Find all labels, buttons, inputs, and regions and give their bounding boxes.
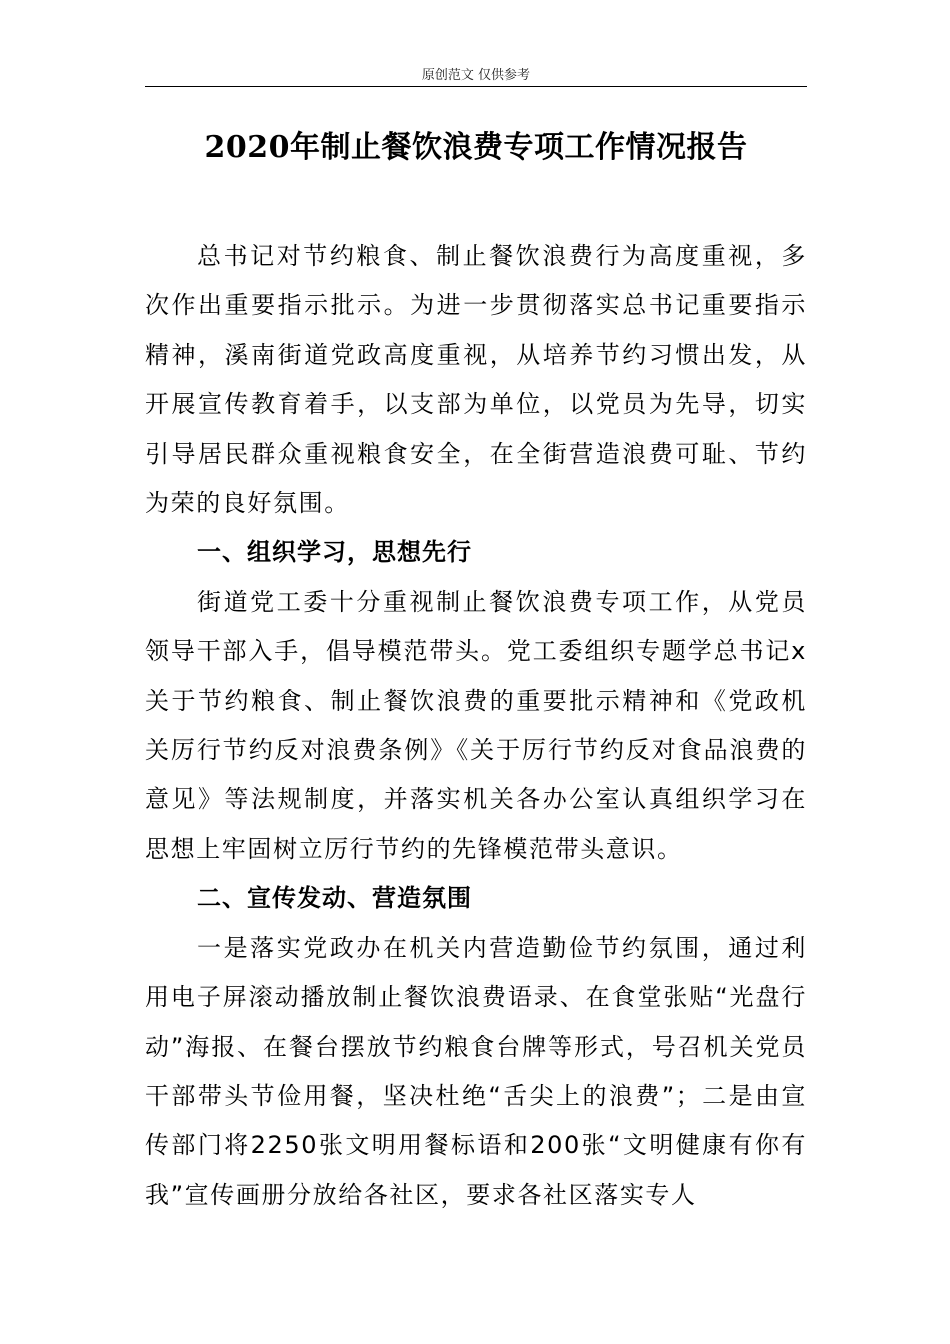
intro-paragraph: 总书记对节约粮食、制止餐饮浪费行为高度重视，多次作出重要指示批示。为进一步贯彻落实总书记重要指示精神，溪南街道党政高度重视，从培养节约习惯出发，从开展宣传教育着手，以支部为单位，以党员为先导，切实引导居民群众重视粮食安全，在全街营造浪费可耻、节约为荣的良好氛围。 [145, 242, 807, 518]
document-title: 2020年制止餐饮浪费专项工作情况报告 [204, 130, 748, 165]
section-2-paragraph: 一是落实党政办在机关内营造勤俭节约氛围，通过利用电子屏滚动播放制止餐饮浪费语录、在食堂张贴“光盘行动”海报、在餐台摆放节约粮食台牌等形式，号召机关党员干部带头节俭用餐，坚决杜绝“舌尖上的浪费”；二是由宣传部门将2250张文明用餐标语和200张“文明健康有你有我”宣传画册分放给各社区，要求各社区落实专人 [145, 933, 807, 1209]
section-1-paragraph: 街道党工委十分重视制止餐饮浪费专项工作，从党员领导干部入手，倡导模范带头。党工委组织专题学总书记x关于节约粮食、制止餐饮浪费的重要批示精神和《党政机关厉行节约反对浪费条例》《关于厉行节约反对食品浪费的意见》等法规制度，并落实机关各办公室认真组织学习在思想上牢固树立厉行节约的先锋模范带头意识。 [145, 587, 807, 863]
document-body [145, 232, 807, 1220]
section-heading-1: 一、组织学习，思想先行 [197, 538, 472, 567]
page-header: 原创范文 仅供参考 [145, 66, 807, 87]
section-heading-2: 二、宣传发动、营造氛围 [197, 884, 472, 913]
